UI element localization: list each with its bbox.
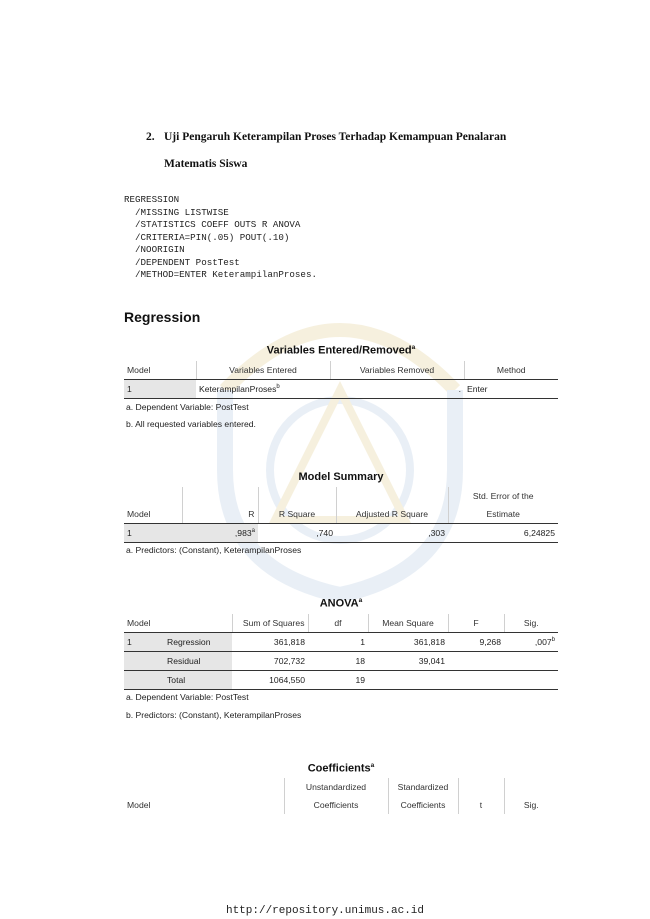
cell-method: Enter <box>464 380 558 399</box>
col-adjusted-r-square: Adjusted R Square <box>336 505 448 524</box>
cell-model: 1 <box>124 633 164 652</box>
cell-sig <box>504 633 558 652</box>
table-note: a. Predictors: (Constant), KeterampilanProses <box>126 545 302 555</box>
cell-ms: 39,041 <box>368 652 448 671</box>
cell-df: 19 <box>308 671 368 690</box>
model-summary-table <box>124 487 558 543</box>
col-std-error-line1: Std. Error of the <box>448 487 558 505</box>
syntax-line: /DEPENDENT PostTest <box>124 256 240 268</box>
col-sig: Sig. <box>504 614 558 633</box>
cell-label: Residual <box>164 652 232 671</box>
model-summary-title: Model Summary <box>298 471 384 483</box>
syntax-line: /MISSING LISTWISE <box>124 206 229 218</box>
title-footnote-mark: a <box>411 344 416 351</box>
table-row <box>124 633 558 652</box>
anova-table <box>124 614 558 690</box>
cell-df: 1 <box>360 637 365 647</box>
cell-model: 1 <box>124 524 182 543</box>
col-r: R <box>182 505 258 524</box>
cell-entered <box>196 380 330 399</box>
col-unstandardized-line1: Unstandardized <box>284 778 388 796</box>
table-row <box>124 671 558 690</box>
entered-text: KeterampilanProses <box>199 384 277 394</box>
variables-entered-title <box>124 344 558 357</box>
syntax-line: REGRESSION <box>124 194 180 205</box>
col-variables-removed: Variables Removed <box>330 361 464 380</box>
cell-removed: . <box>330 380 464 399</box>
table-row <box>124 524 558 543</box>
cell-std-error: 6,24825 <box>448 524 558 543</box>
footnote-mark: a <box>251 528 255 535</box>
col-model: Model <box>127 800 151 810</box>
cell-adjusted-r-square: ,303 <box>336 524 448 543</box>
table-note: b. Predictors: (Constant), KeterampilanProses <box>126 710 302 720</box>
heading-line-1: Uji Pengaruh Keterampilan Proses Terhadap Kemampuan Penalaran <box>164 131 507 143</box>
cell-f: 9,268 <box>479 637 501 647</box>
table-note: b. All requested variables entered. <box>126 419 256 429</box>
col-t: t <box>458 796 504 814</box>
syntax-line: /NOORIGIN <box>124 244 185 255</box>
syntax-line: /STATISTICS COEFF OUTS R ANOVA <box>124 219 301 230</box>
coefficients-title <box>124 762 558 775</box>
cell-r <box>182 524 258 543</box>
col-model: Model <box>124 361 196 380</box>
cell-df: 18 <box>308 652 368 671</box>
title-footnote-mark: a <box>370 762 375 769</box>
col-df: df <box>308 614 368 633</box>
coefficients-table <box>124 778 558 814</box>
title-footnote-mark: a <box>358 597 363 604</box>
anova-title-text: ANOVA <box>319 597 359 610</box>
footnote-mark: b <box>551 637 555 644</box>
heading-number: 2. <box>146 131 155 143</box>
col-standardized-line2: Coefficients <box>388 796 458 814</box>
cell-ss: 361,818 <box>273 637 305 647</box>
col-unstandardized-line2: Coefficients <box>284 796 388 814</box>
col-r-square: R Square <box>258 505 336 524</box>
col-method: Method <box>464 361 558 380</box>
cell-label: Total <box>164 671 232 690</box>
cell-ss: 702,732 <box>232 652 308 671</box>
sig-value: ,007 <box>534 637 552 647</box>
table-note: a. Dependent Variable: PostTest <box>126 692 249 702</box>
section-heading <box>146 124 576 178</box>
col-model: Model <box>124 505 182 524</box>
page-footer-url: http://repository.unimus.ac.id <box>225 905 425 917</box>
r-value: ,983 <box>234 528 252 538</box>
anova-title <box>124 597 558 610</box>
footnote-mark: b <box>276 384 280 391</box>
col-sum-of-squares: Sum of Squares <box>232 614 308 633</box>
cell-ss: 1064,550 <box>232 671 308 690</box>
col-model: Model <box>124 614 164 633</box>
regression-syntax <box>124 194 317 282</box>
col-std-error-line2: Estimate <box>448 505 558 524</box>
syntax-line: /CRITERIA=PIN(.05) POUT(.10) <box>124 231 290 243</box>
cell-ms: 361,818 <box>413 637 445 647</box>
col-sig: Sig. <box>504 796 558 814</box>
col-variables-entered: Variables Entered <box>196 361 330 380</box>
table-note: a. Dependent Variable: PostTest <box>126 402 249 412</box>
col-mean-square: Mean Square <box>368 614 448 633</box>
table-row <box>124 380 558 399</box>
col-standardized-line1: Standardized <box>388 778 458 796</box>
variables-entered-title-text: Variables Entered/Removed <box>266 344 412 357</box>
cell-label: Regression <box>164 633 232 652</box>
coefficients-title-text: Coefficients <box>307 762 371 775</box>
regression-title: Regression <box>124 309 201 325</box>
table-row <box>124 652 558 671</box>
cell-r-square: ,740 <box>258 524 336 543</box>
variables-entered-table <box>124 361 558 399</box>
col-f: F <box>448 614 504 633</box>
cell-model: 1 <box>124 380 196 399</box>
heading-line-2: Matematis Siswa <box>164 158 248 170</box>
syntax-line: /METHOD=ENTER KeterampilanProses. <box>124 269 317 280</box>
